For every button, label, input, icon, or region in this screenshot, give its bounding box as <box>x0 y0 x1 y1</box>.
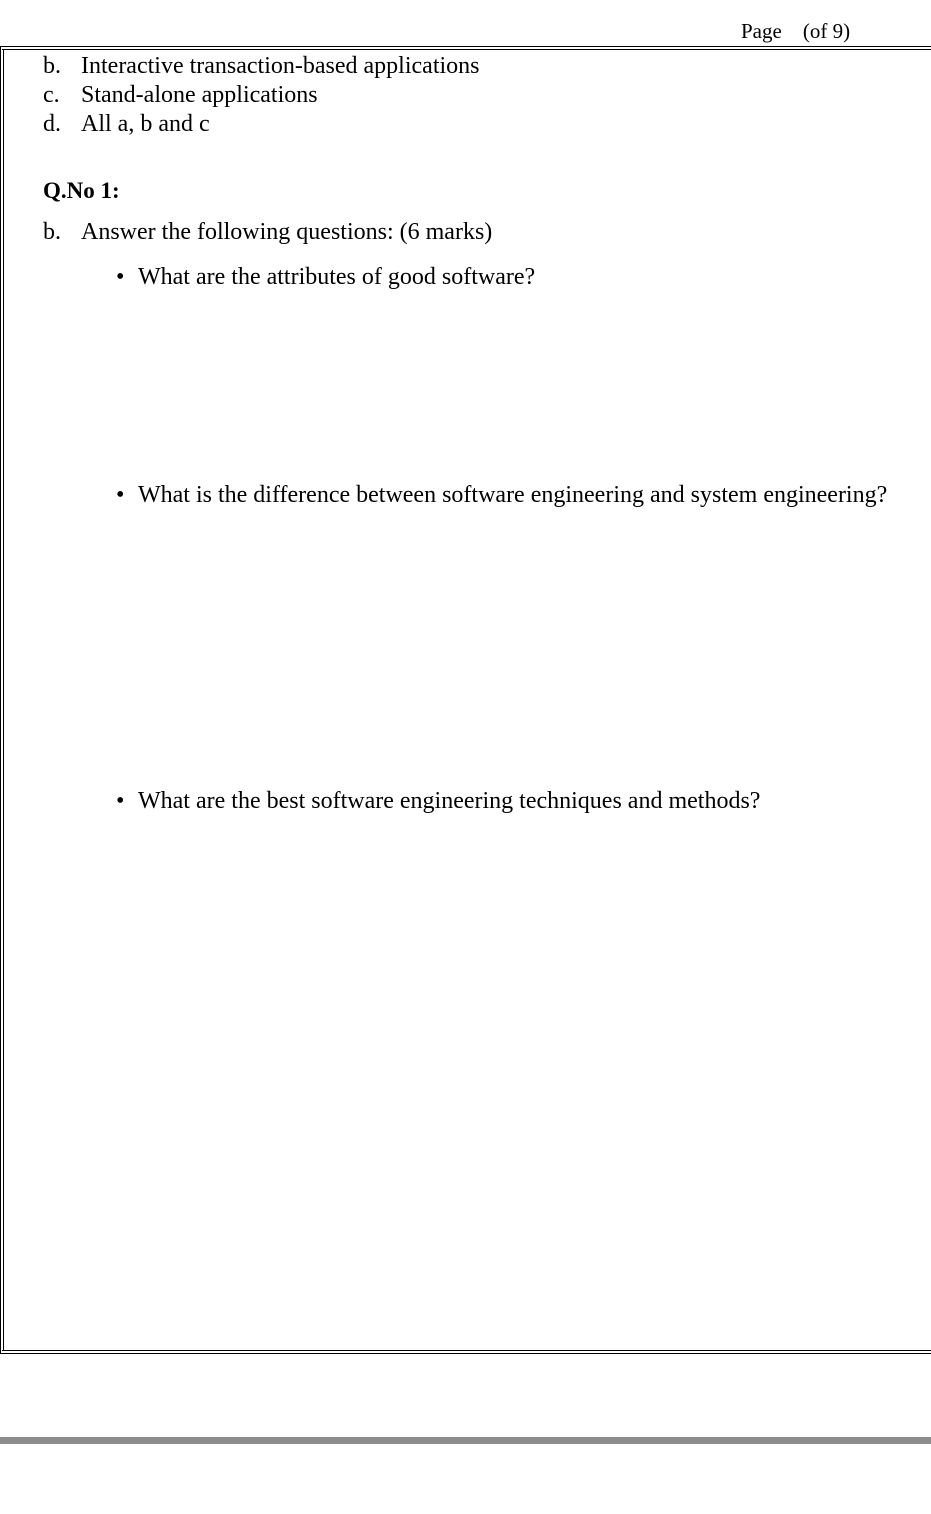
question-item-2 <box>116 481 887 509</box>
bullet-icon: • <box>116 788 125 814</box>
footer-divider <box>0 1437 931 1444</box>
option-d <box>43 110 210 138</box>
question-part-b <box>43 218 492 246</box>
option-text: Interactive transaction-based applications <box>81 53 480 79</box>
question-item-text: What are the attributes of good software? <box>138 264 536 290</box>
bullet-icon: • <box>116 482 125 508</box>
option-letter: c. <box>43 82 60 108</box>
page-label: Page <box>741 19 782 43</box>
frame-border-left <box>0 46 1 1354</box>
frame-border-top <box>0 46 931 47</box>
option-letter: b. <box>43 53 61 79</box>
option-c <box>43 81 318 109</box>
question-prompt: Answer the following questions: (6 marks) <box>81 219 493 245</box>
frame-border-left-inner <box>3 49 4 1351</box>
question-item-3 <box>116 787 760 815</box>
page-header <box>741 18 850 44</box>
part-letter: b. <box>43 219 61 245</box>
question-item-text: What is the difference between software engineering and system engineering? <box>138 482 888 508</box>
option-text: Stand-alone applications <box>81 82 318 108</box>
page-total: (of 9) <box>802 19 851 43</box>
option-b <box>43 52 480 80</box>
bullet-icon: • <box>116 264 125 290</box>
frame-border-top-inner <box>2 49 931 50</box>
frame-border-bottom <box>0 1353 931 1354</box>
question-item-1 <box>116 263 535 291</box>
option-letter: d. <box>43 111 61 137</box>
question-number: Q.No 1: <box>43 178 120 203</box>
frame-border-bottom-inner <box>2 1350 931 1351</box>
question-item-text: What are the best software engineering techniques and methods? <box>138 788 761 814</box>
option-text: All a, b and c <box>81 111 210 137</box>
